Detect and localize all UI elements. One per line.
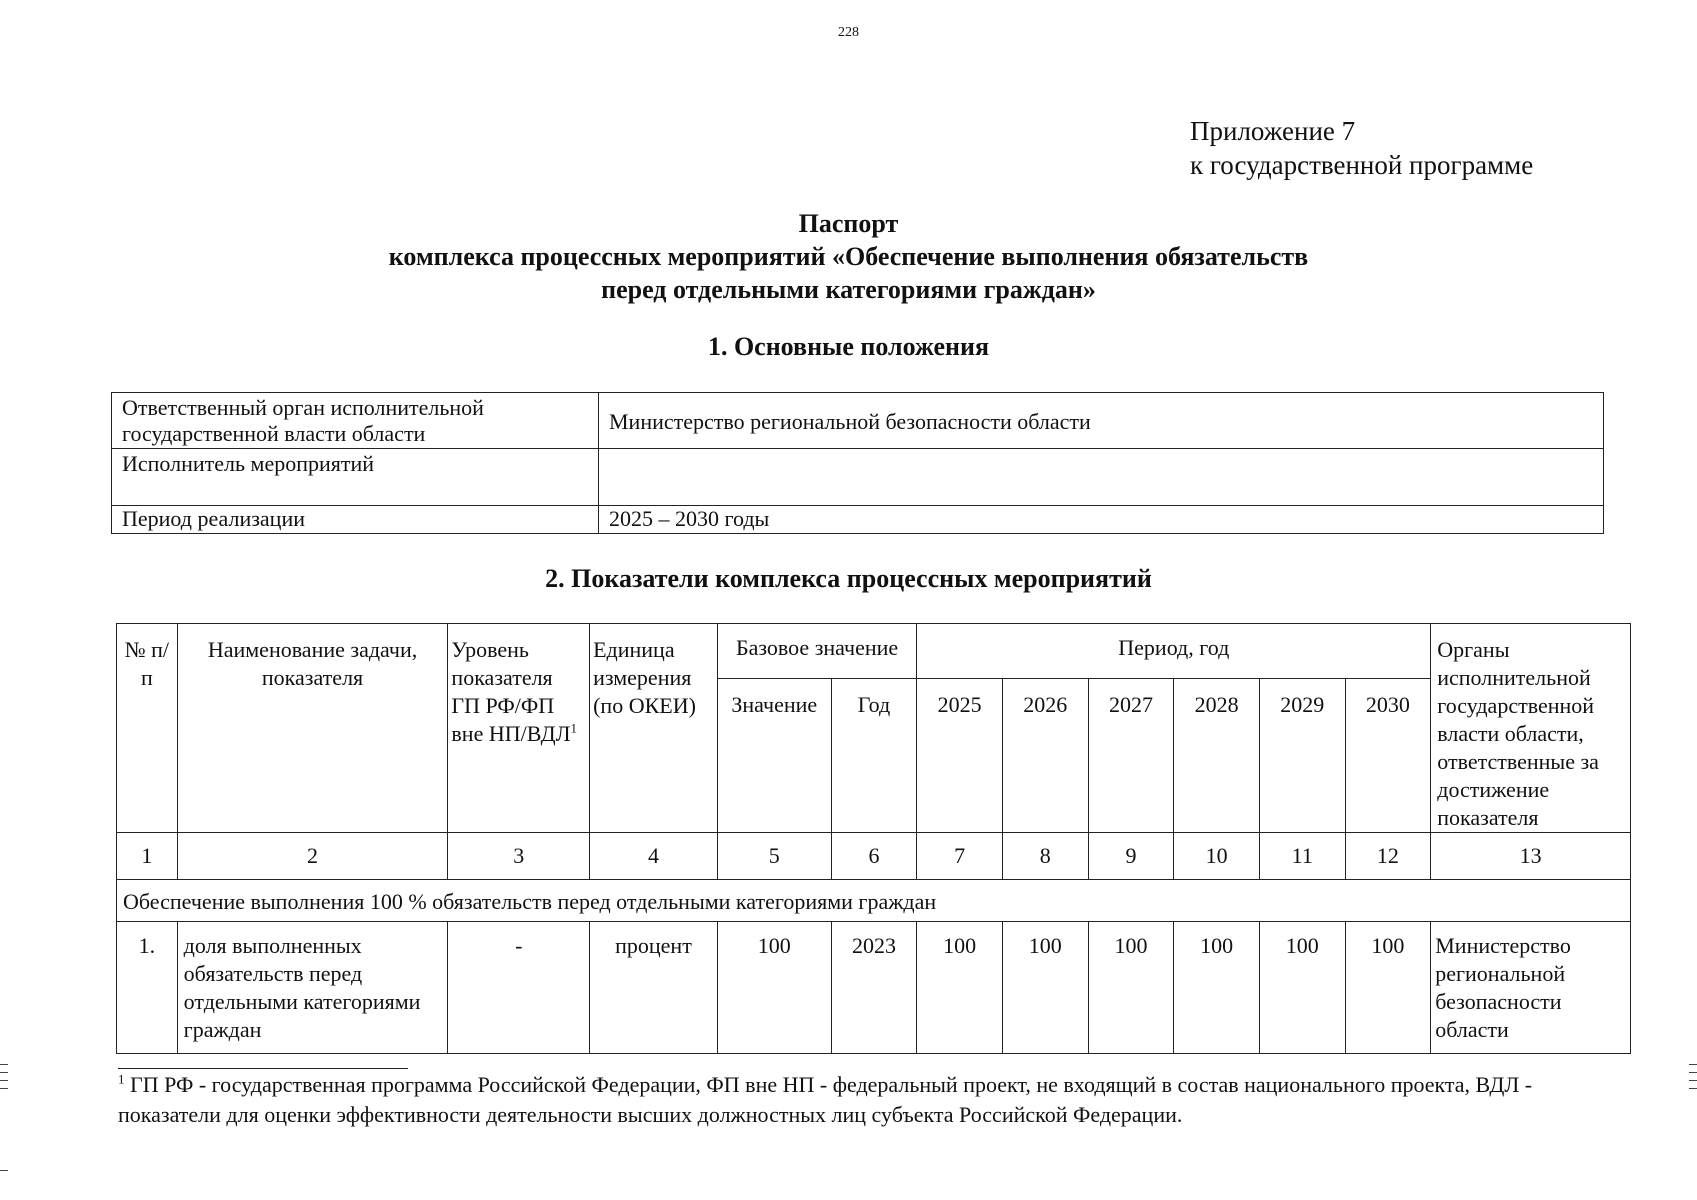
row-num: 1. <box>117 922 178 1054</box>
row-name: доля выполненных обязательств перед отдельными категориями граждан <box>177 922 448 1054</box>
header-level-text: Уровень показателя ГП РФ/ФП вне НП/ВДЛ <box>451 637 571 746</box>
appendix-line-2: к государственной программе <box>1190 150 1534 180</box>
header-name: Наименование задачи, показателя <box>177 624 448 833</box>
column-number: 11 <box>1259 833 1345 880</box>
appendix-line-1: Приложение 7 <box>1190 116 1356 146</box>
document-title <box>0 207 1697 306</box>
row-label: Период реализации <box>112 506 599 534</box>
column-number: 1 <box>117 833 178 880</box>
header-year: 2028 <box>1174 678 1260 832</box>
row-base-year: 2023 <box>831 922 917 1054</box>
header-year: 2030 <box>1345 678 1431 832</box>
header-year: 2025 <box>917 678 1003 832</box>
row-value: Министерство региональной безопасности области <box>599 393 1604 449</box>
footnote-text: ГП РФ - государственная программа Российской Федерации, ФП вне НП - федеральный проект, не входящий в состав национального проекта, ВДЛ - показатели для оценки эффективности деятельности высших должностных лиц субъекта Российской Федерации. <box>118 1072 1533 1127</box>
scan-margin-mark <box>0 1064 8 1065</box>
header-base-value: Значение <box>717 678 831 832</box>
footnote-mark: 1 <box>570 720 577 736</box>
table-row <box>112 449 1604 506</box>
row-org: Министерство региональной безопасности области <box>1431 922 1631 1054</box>
row-value: 100 <box>1002 922 1088 1054</box>
scan-margin-mark <box>0 1072 8 1073</box>
row-value: 100 <box>1345 922 1431 1054</box>
scan-margin-mark <box>1689 1072 1697 1073</box>
section-1-heading: 1. Основные положения <box>707 332 990 361</box>
column-number: 13 <box>1431 833 1631 880</box>
scan-margin-mark <box>0 1080 8 1081</box>
row-value: 100 <box>917 922 1003 1054</box>
section-2-heading: 2. Показатели комплекса процессных мероприятий <box>545 564 1152 593</box>
column-number: 5 <box>717 833 831 880</box>
task-row <box>117 880 1631 922</box>
row-value <box>599 449 1604 506</box>
indicators-table <box>116 623 1631 1054</box>
column-number: 4 <box>590 833 718 880</box>
page-number: 228 <box>838 25 859 40</box>
row-value: 100 <box>1259 922 1345 1054</box>
scan-margin-mark <box>1689 1088 1697 1089</box>
title-line-3: перед отдельными категориями граждан» <box>601 275 1096 304</box>
column-number: 8 <box>1002 833 1088 880</box>
column-number: 9 <box>1088 833 1174 880</box>
column-number: 12 <box>1345 833 1431 880</box>
table-row <box>117 922 1631 1054</box>
header-row <box>117 624 1631 679</box>
column-number: 10 <box>1174 833 1260 880</box>
header-base-year: Год <box>831 678 917 832</box>
header-level <box>448 624 590 833</box>
row-level: - <box>448 922 590 1054</box>
scan-margin-mark <box>1689 1080 1697 1081</box>
footnote-number: 1 <box>118 1071 125 1087</box>
row-unit: процент <box>590 922 718 1054</box>
header-base: Базовое значение <box>717 624 916 679</box>
row-value: 100 <box>1088 922 1174 1054</box>
column-number: 7 <box>917 833 1003 880</box>
header-period: Период, год <box>917 624 1431 679</box>
task-text: Обеспечение выполнения 100 % обязательств перед отдельными категориями граждан <box>117 880 1631 922</box>
header-year: 2029 <box>1259 678 1345 832</box>
header-unit: Единица измерения (по ОКЕИ) <box>590 624 718 833</box>
scan-margin-mark <box>0 1170 8 1171</box>
scan-margin-mark <box>0 1088 8 1089</box>
scan-margin-mark <box>1689 1064 1697 1065</box>
title-line-2: комплекса процессных мероприятий «Обеспечение выполнения обязательств <box>388 242 1309 271</box>
column-number: 2 <box>177 833 448 880</box>
header-num: № п/п <box>117 624 178 833</box>
row-value: 2025 – 2030 годы <box>599 506 1604 534</box>
column-numbers-row <box>117 833 1631 880</box>
basic-provisions-table <box>111 392 1604 534</box>
table-row <box>112 506 1604 534</box>
row-base-value: 100 <box>717 922 831 1054</box>
appendix-note <box>1190 114 1533 182</box>
title-line-1: Паспорт <box>798 209 899 238</box>
row-label: Ответственный орган исполнительной государственной власти области <box>112 393 599 449</box>
footnote-divider <box>118 1068 408 1069</box>
footnote <box>118 1070 1608 1130</box>
table-row <box>112 393 1604 449</box>
column-number: 3 <box>448 833 590 880</box>
row-label: Исполнитель мероприятий <box>112 449 599 506</box>
header-year: 2027 <box>1088 678 1174 832</box>
row-value: 100 <box>1174 922 1260 1054</box>
header-year: 2026 <box>1002 678 1088 832</box>
header-org: Органы исполнительной государственной власти области, ответственные за достижение показателя <box>1431 624 1631 833</box>
column-number: 6 <box>831 833 917 880</box>
